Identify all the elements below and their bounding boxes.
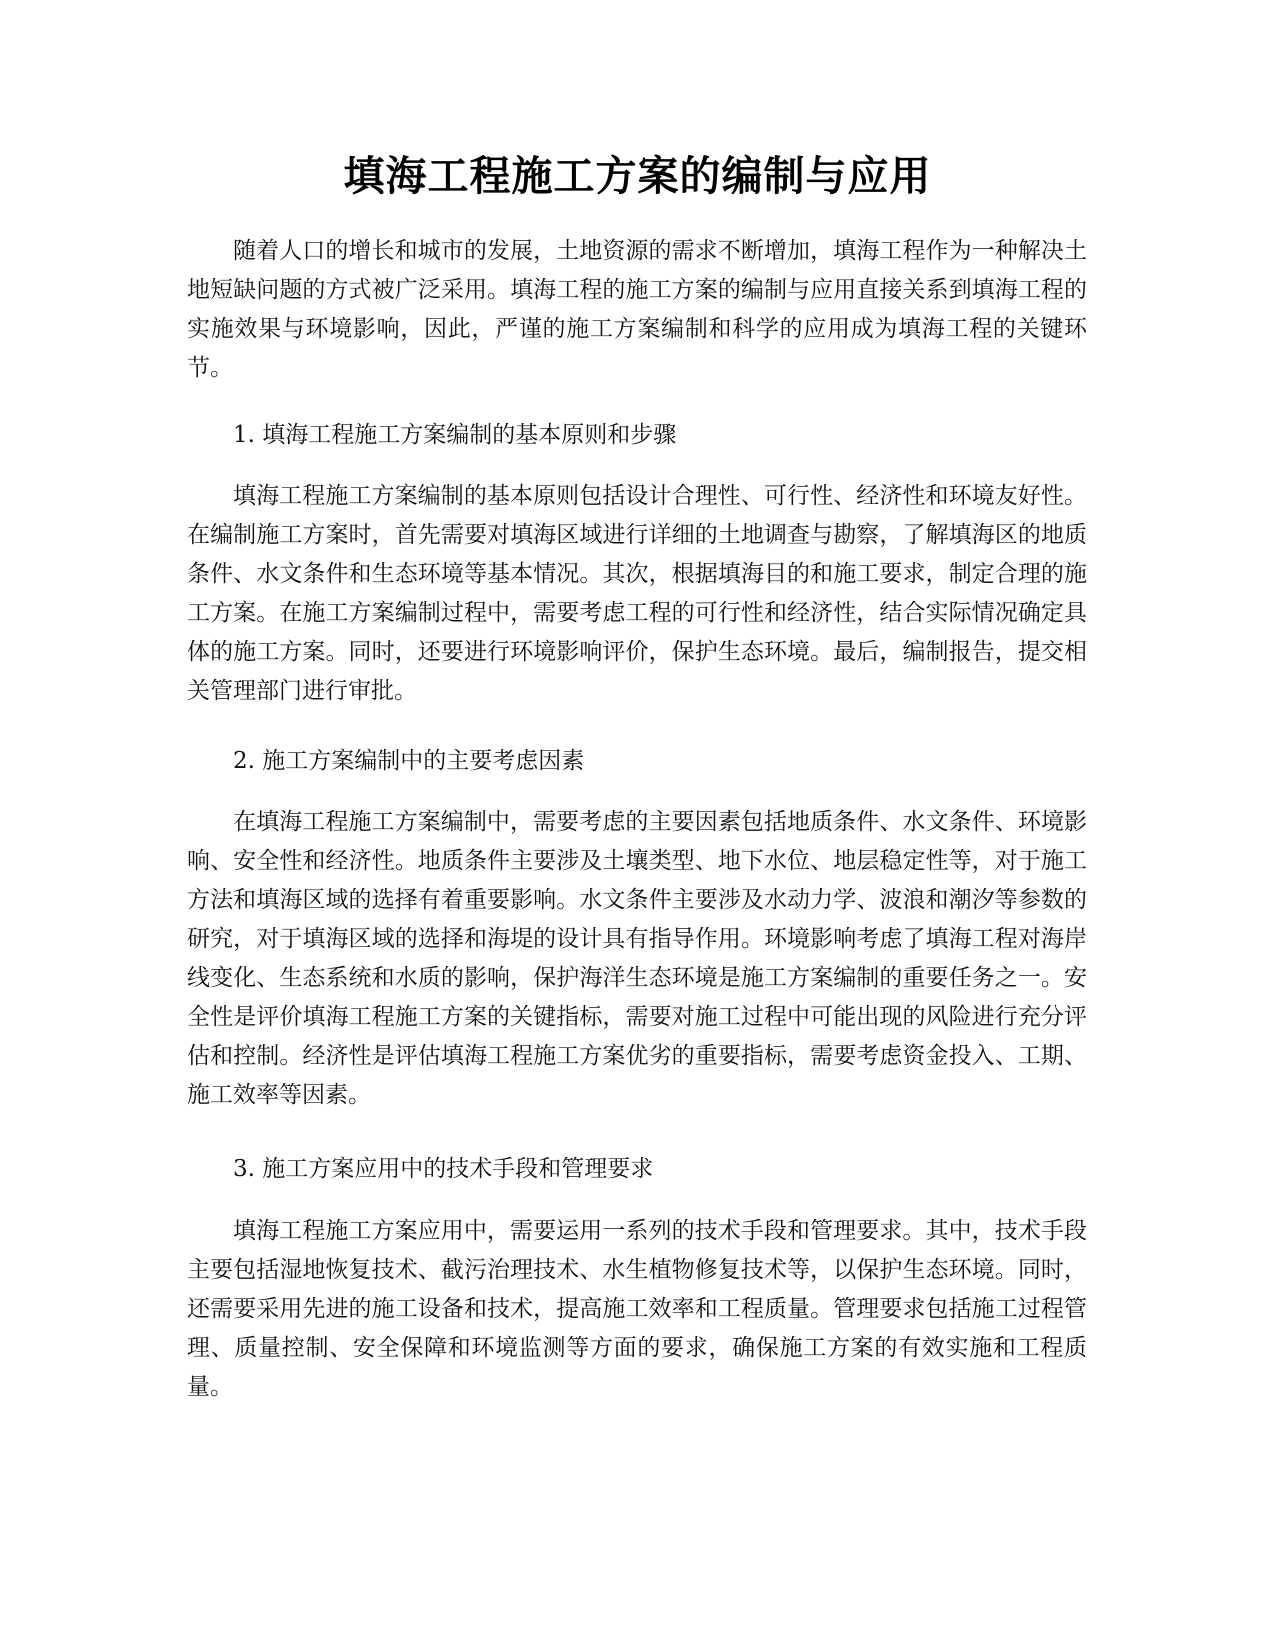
page-title: 填海工程施工方案的编制与应用 (343, 152, 932, 200)
section-1-paragraph: 填海工程施工方案编制的基本原则包括设计合理性、可行性、经济性和环境友好性。在编制施工方案时，首先需要对填海区域进行详细的土地调查与勘察，了解填海区的地质条件、水文条件和生态环境等基本情况。其次，根据填海目的和施工要求，制定合理的施工方案。在施工方案编制过程中，需要考虑工程的可行性和经济性，结合实际情况确定具体的施工方案。同时，还要进行环境影响评价，保护生态环境。最后，编制报告，提交相关管理部门进行审批。 (187, 483, 1087, 704)
section-2-heading: 2. 施工方案编制中的主要考虑因素 (233, 748, 585, 774)
section-3-paragraph: 填海工程施工方案应用中，需要运用一系列的技术手段和管理要求。其中，技术手段主要包括湿地恢复技术、截污治理技术、水生植物修复技术等，以保护生态环境。同时，还需要采用先进的施工设备和技术，提高施工效率和工程质量。管理要求包括施工过程管理、质量控制、安全保障和环境监测等方面的要求，确保施工方案的有效实施和工程质量。 (187, 1218, 1087, 1400)
section-3-heading: 3. 施工方案应用中的技术手段和管理要求 (233, 1156, 654, 1182)
section-2-paragraph: 在填海工程施工方案编制中，需要考虑的主要因素包括地质条件、水文条件、环境影响、安全性和经济性。地质条件主要涉及土壤类型、地下水位、地层稳定性等，对于施工方法和填海区域的选择有着重要影响。水文条件主要涉及水动力学、波浪和潮汐等参数的研究，对于填海区域的选择和海堤的设计具有指导作用。环境影响考虑了填海工程对海岸线变化、生态系统和水质的影响，保护海洋生态环境是施工方案编制的重要任务之一。安全性是评价填海工程施工方案的关键指标，需要对施工过程中可能出现的风险进行充分评估和控制。经济性是评估填海工程施工方案优劣的重要指标，需要考虑资金投入、工期、施工效率等因素。 (187, 809, 1087, 1108)
intro-paragraph: 随着人口的增长和城市的发展，土地资源的需求不断增加，填海工程作为一种解决土地短缺问题的方式被广泛采用。填海工程的施工方案的编制与应用直接关系到填海工程的实施效果与环境影响，因此，严谨的施工方案编制和科学的应用成为填海工程的关键环节。 (187, 238, 1087, 381)
section-1-heading: 1. 填海工程施工方案编制的基本原则和步骤 (233, 422, 677, 448)
